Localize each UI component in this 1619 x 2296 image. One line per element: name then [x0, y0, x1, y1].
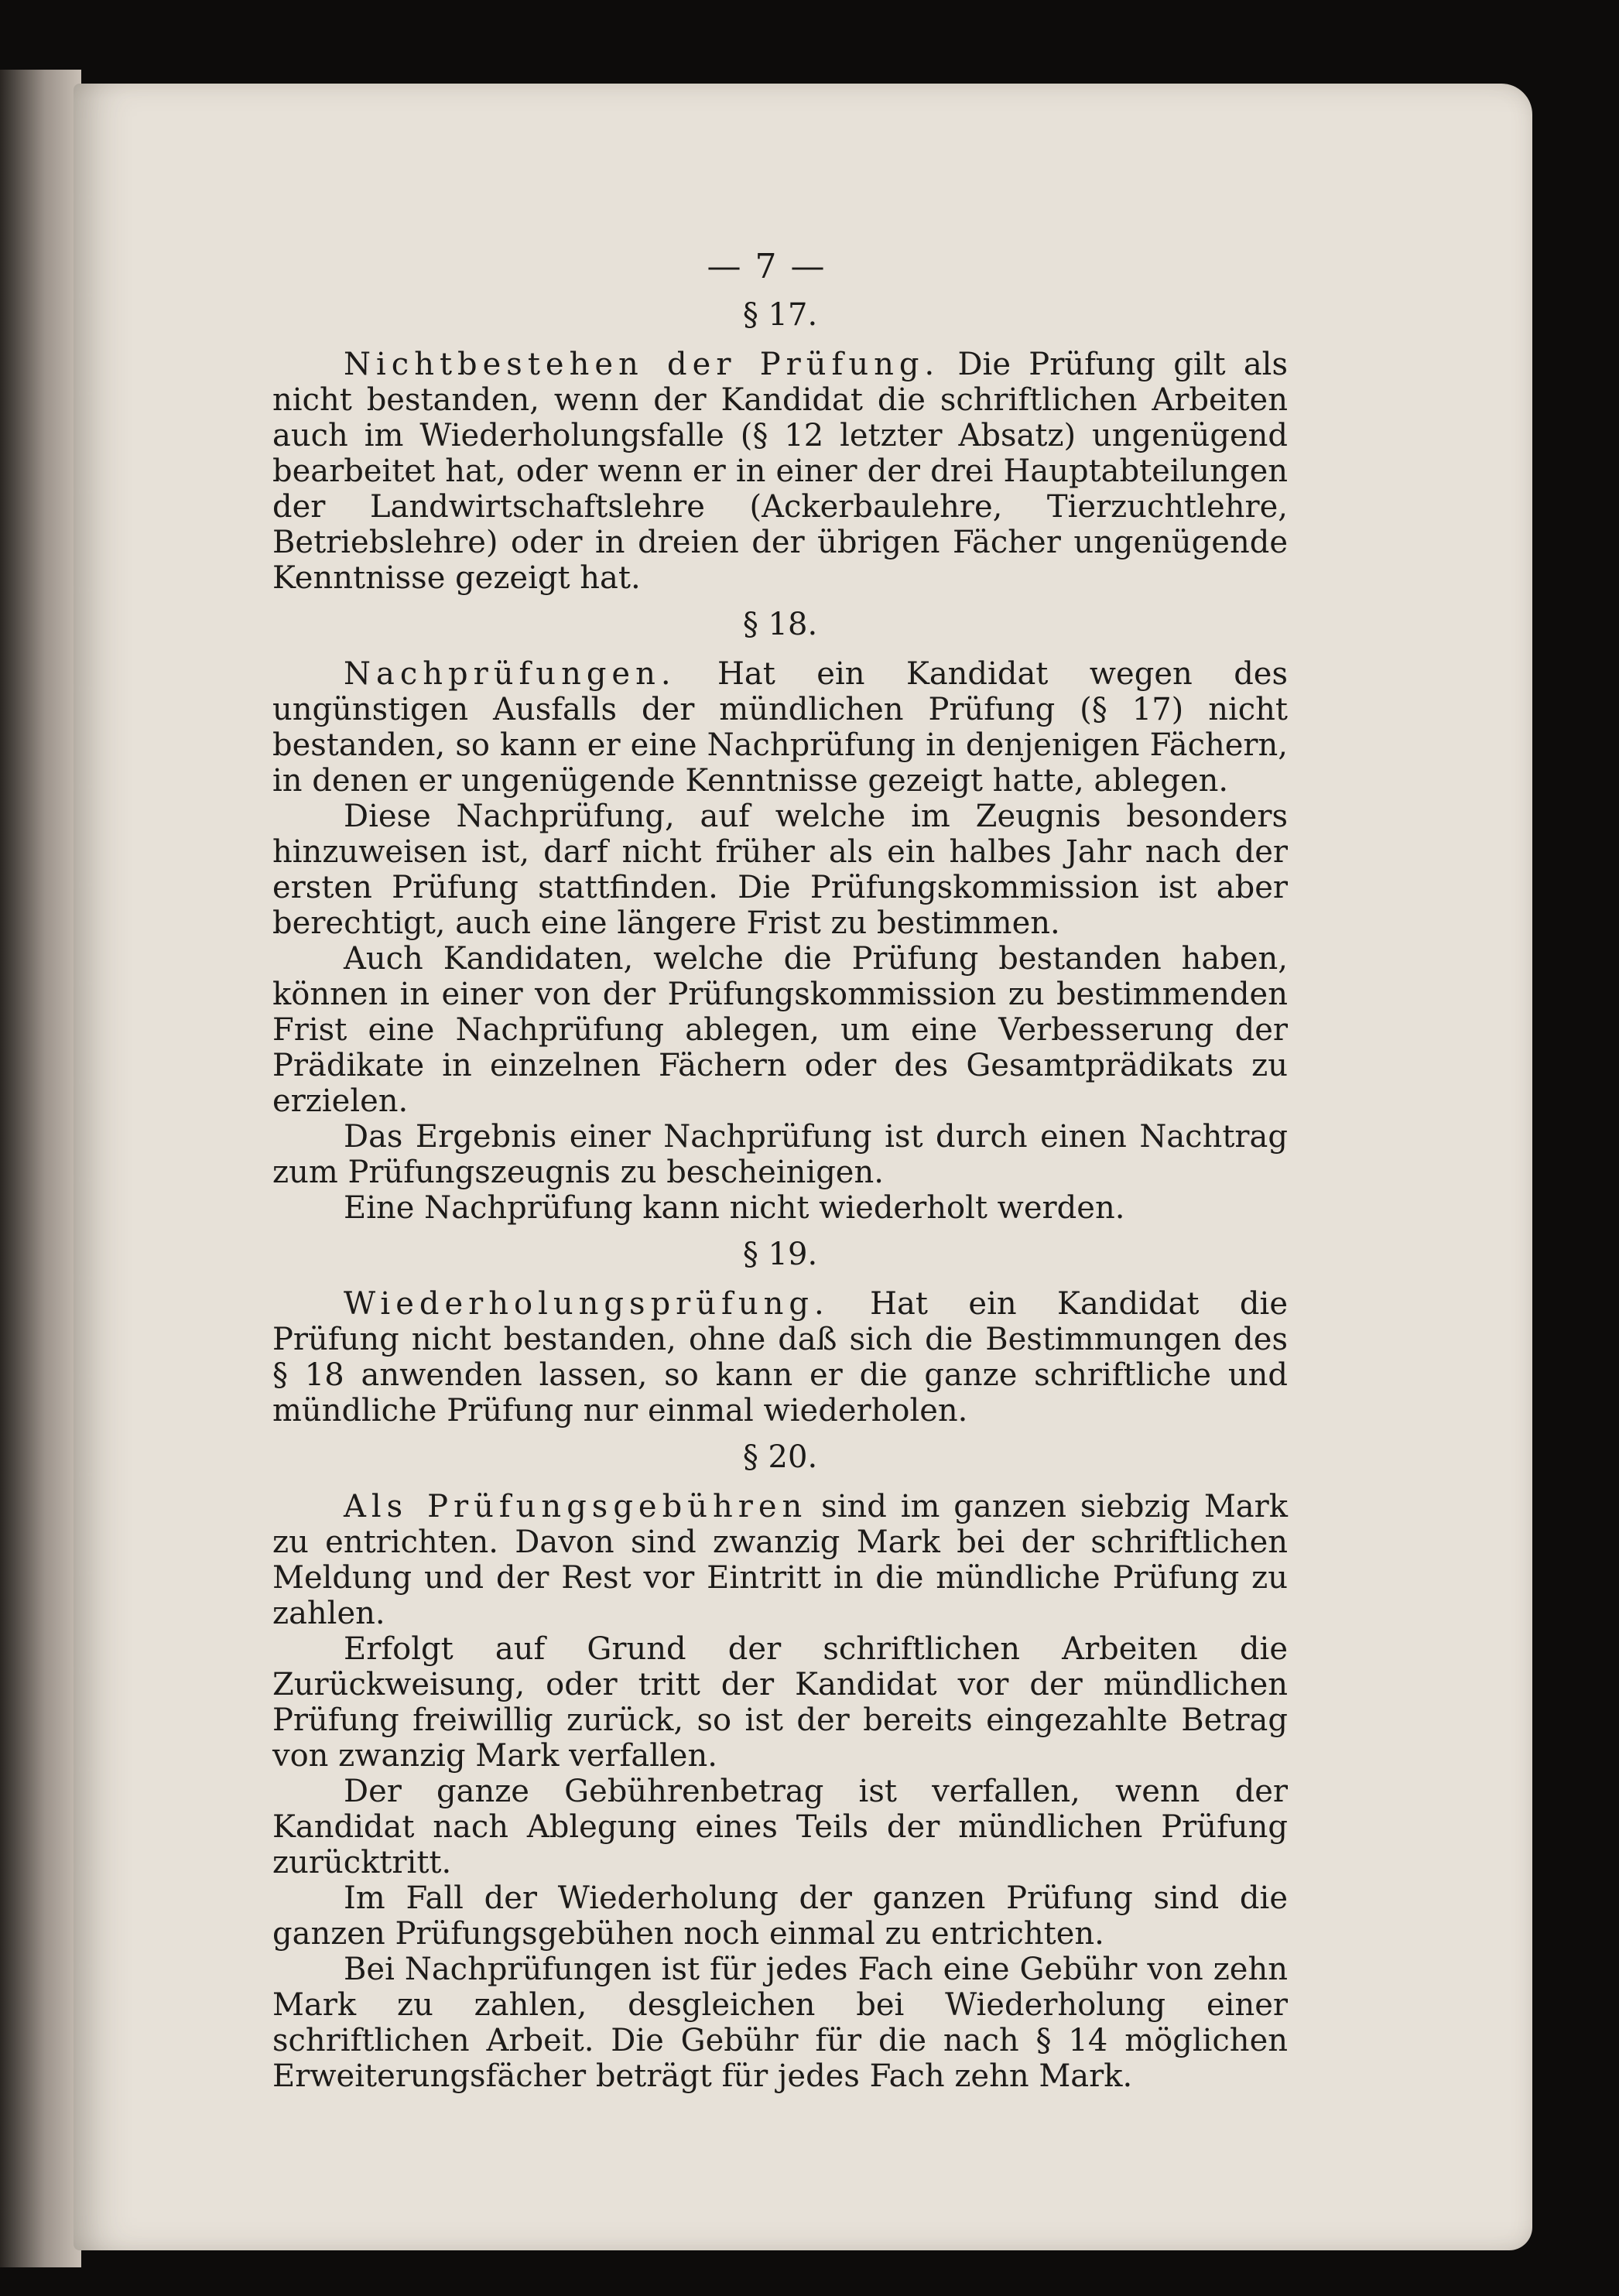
paragraph	[272, 347, 1288, 596]
paragraph-text: Der ganze Gebührenbetrag ist verfallen, wenn der Kandidat nach Ablegung eines Teils der mündlichen Prüfung zurücktritt.	[272, 1774, 1288, 1880]
paragraph	[272, 1489, 1288, 1631]
paragraph	[272, 1880, 1288, 1952]
section-heading-17: § 17.	[742, 297, 818, 333]
paragraph-text: Erfolgt auf Grund der schriftlichen Arbeiten die Zurückweisung, oder tritt der Kandidat vor der mündlichen Prüfung freiwillig zurück, so ist der bereits eingezahlte Betrag von zwanzig Mark verfallen.	[272, 1631, 1288, 1774]
paragraph	[272, 1286, 1288, 1429]
paragraph-text: Eine Nachprüfung kann nicht wiederholt werden.	[344, 1190, 1125, 1226]
section-heading-18: § 18.	[742, 607, 818, 642]
paragraph	[272, 941, 1288, 1119]
paragraph	[272, 1774, 1288, 1880]
paragraph-text: Auch Kandidaten, welche die Prüfung bestanden haben, können in einer von der Prüfungskommission zu bestimmenden Frist eine Nachprüfung ablegen, um eine Verbesserung der Prädikate in einzelnen Fächern oder des Gesamtprädikats zu erzielen.	[272, 941, 1288, 1119]
paragraph	[272, 656, 1288, 799]
page-text	[272, 248, 1288, 2094]
section-heading-20: § 20.	[742, 1439, 818, 1475]
paragraph-text: Bei Nachprüfungen ist für jedes Fach eine Gebühr von zehn Mark zu zahlen, desgleichen bei Wiederholung einer schriftlichen Arbeit. Die Gebühr für die nach § 14 möglichen Erweiterungsfächer beträgt für jedes Fach zehn Mark.	[272, 1952, 1288, 2094]
paragraph-lead: Wiederholungsprüfung.	[344, 1286, 830, 1322]
paragraph-lead: Nichtbestehen der Prüfung.	[344, 347, 940, 382]
paragraph-text: Das Ergebnis einer Nachprüfung ist durch einen Nachtrag zum Prüfungszeugnis zu bescheinigen.	[272, 1119, 1288, 1190]
paragraph	[272, 1190, 1288, 1226]
paragraph	[272, 1119, 1288, 1190]
paragraph	[272, 1952, 1288, 2094]
paragraph-text: Hat ein Kandidat die Prüfung nicht bestanden, ohne daß sich die Bestimmungen des § 18 anwenden lassen, so kann er die ganze schriftliche und mündliche Prüfung nur einmal wiederholen.	[272, 1286, 1288, 1429]
paragraph	[272, 1631, 1288, 1774]
paragraph-text: Hat ein Kandidat wegen des ungünstigen Ausfalls der mündlichen Prüfung (§ 17) nicht bestanden, so kann er eine Nachprüfung in denjenigen Fächern, in denen er ungenügende Kenntnisse gezeigt hatte, ablegen.	[272, 656, 1288, 799]
page-number: — 7 —	[707, 247, 827, 286]
paragraph-lead: Nachprüfungen.	[344, 656, 676, 692]
paragraph-text: Diese Nachprüfung, auf welche im Zeugnis besonders hinzuweisen ist, darf nicht früher als ein halbes Jahr nach der ersten Prüfung stattfinden. Die Prüfungskommission ist aber berechtigt, auch eine längere Frist zu bestimmen.	[272, 799, 1288, 941]
paragraph-lead: Als Prüfungsgebühren	[344, 1489, 808, 1524]
paragraph-text: Die Prüfung gilt als nicht bestanden, wenn der Kandidat die schriftlichen Arbeiten auch im Wiederholungsfalle (§ 12 letzter Absatz) ungenügend bearbeitet hat, oder wenn er in einer der drei Hauptabteilungen der Landwirtschaftslehre (Ackerbaulehre, Tierzuchtlehre, Betriebslehre) oder in dreien der übrigen Fächer ungenügende Kenntnisse gezeigt hat.	[272, 347, 1288, 596]
previous-page-edge	[0, 70, 81, 2267]
paragraph-text: sind im ganzen siebzig Mark zu entrichten. Davon sind zwanzig Mark bei der schriftlichen Meldung und der Rest vor Eintritt in die mündliche Prüfung zu zahlen.	[272, 1489, 1288, 1631]
paragraph	[272, 799, 1288, 941]
section-heading-19: § 19.	[742, 1237, 818, 1272]
paragraph-text: Im Fall der Wiederholung der ganzen Prüfung sind die ganzen Prüfungsgebühen noch einmal zu entrichten.	[272, 1880, 1288, 1952]
